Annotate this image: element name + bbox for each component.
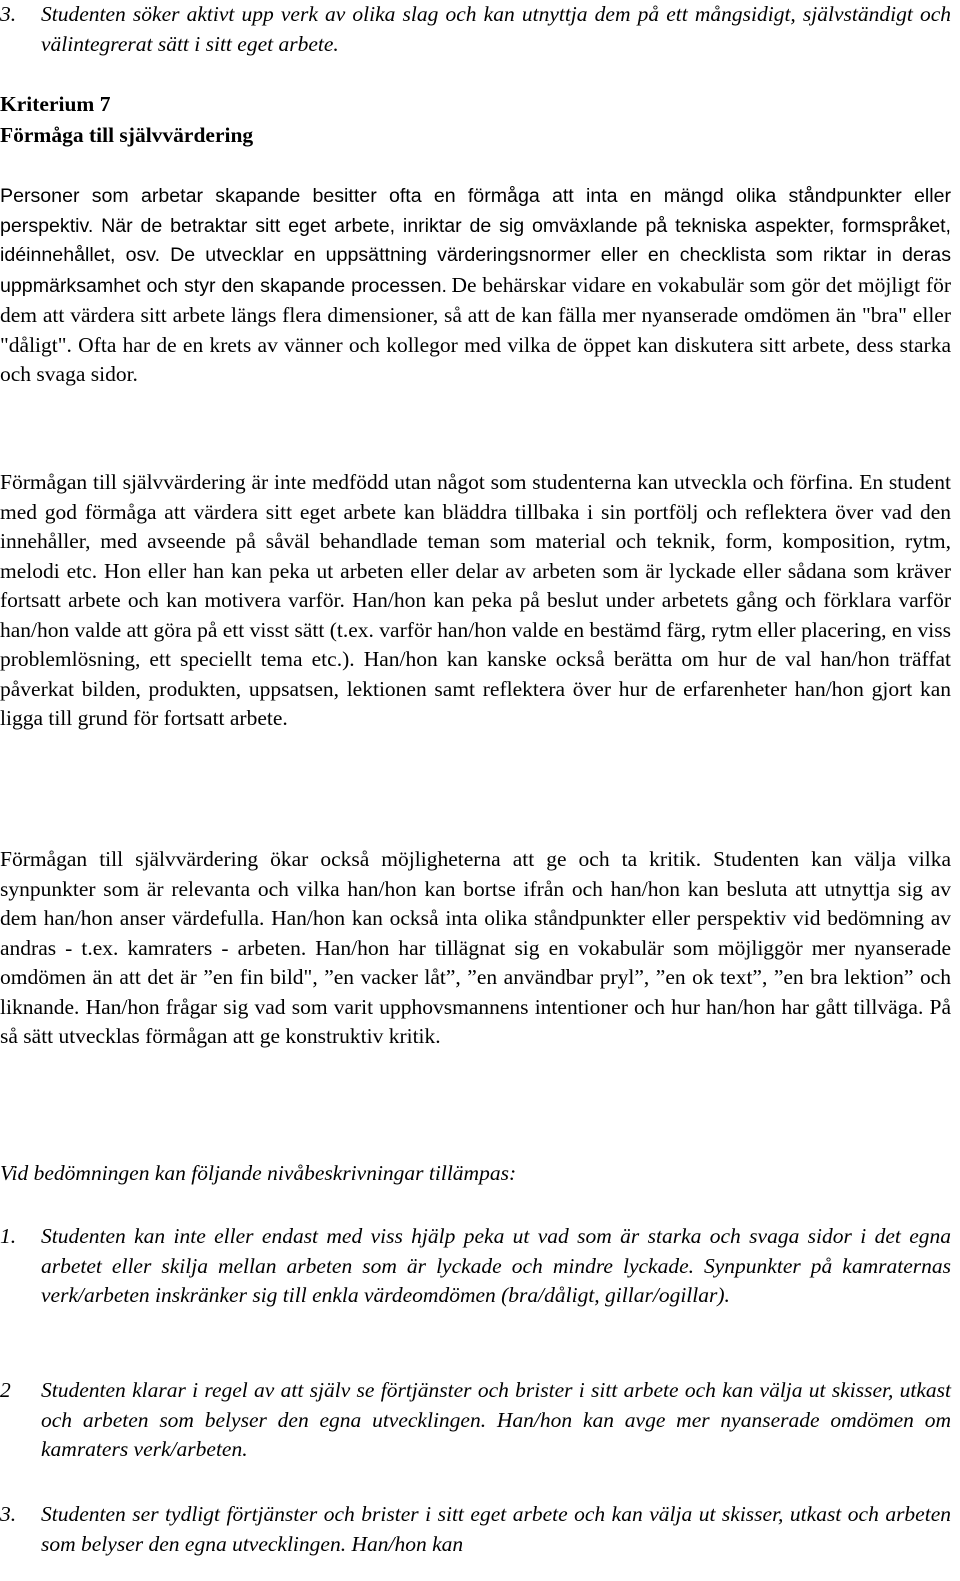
list-number-top: 3.: [0, 2, 17, 26]
paragraph-1-serif-part: De behärskar vidare en vokabulär som gör det möjligt för dem att värdera sitt arbete längs flera dimensioner, så att de kan fälla mer nyanserade omdömen än "bra" eller "dåligt". Ofta har de en krets av vänner och kollegor med vilka de öppet kan diskutera sitt arbete, dess starka och svaga sidor.: [0, 272, 951, 386]
list-number-3: 3.: [0, 1502, 17, 1526]
list-number-1: 1.: [0, 1224, 17, 1248]
list-number-2: 2: [0, 1378, 11, 1402]
paragraph-1-sans-part: Personer som arbetar skapande besitter ofta en förmåga att inta en mängd olika ståndpunkter eller perspektiv. När de betraktar sitt eget arbete, inriktar de sig omväxlande på tekniska aspekter, formspråket, idéinnehållet, osv. De utvecklar en uppsättning värderingsnormer eller en checklista som riktar in deras uppmärksamhet och styr den skapande processen.: [0, 185, 951, 297]
paragraph-2: Förmågan till självvärdering är inte medfödd utan något som studenterna kan utveckla och förfina. En student med god förmåga att värdera sitt eget arbete kan bläddra tillbaka i sin portfölj och reflektera över vad den innehåller, med avseende på såväl behandlade teman som material och teknik, form, komposition, rytm, melodi etc. Hon eller han kan peka ut arbeten eller delar av arbeten som är lyckade eller sådana som kräver fortsatt arbete och kan motivera varför. Han/hon kan peka på beslut under arbetets gång och förklara varför han/hon valde att göra på ett visst sätt (t.ex. varför han/hon valde en bestämd färg, rytm eller placering, en viss problemlösning, ett speciellt tema etc.). Han/hon kan kanske också berätta om hur de val han/hon träffat påverkat bilden, produkten, uppsatsen, lektionen samt reflektera över hur de erfarenheter han/hon gjort kan ligga till grund för fortsatt arbete.: [0, 470, 951, 730]
level-1-text: Studenten kan inte eller endast med viss hjälp peka ut vad som är starka och svaga sidor i det egna arbetet eller skilja mellan arbeten som är lyckade och mindre lyckade. Synpunkter på kamraternas verk/arbeten inskränker sig till enkla värdeomdömen (bra/dåligt, gillar/ogillar).: [41, 1224, 951, 1307]
paragraph-1: [0, 182, 951, 390]
paragraph-3: Förmågan till självvärdering ökar också möjligheterna att ge och ta kritik. Studenten kan välja vilka synpunkter som är relevanta och vilka han/hon kan bortse ifrån och han/hon kan besluta att utnyttja sig av dem han/hon anser värdefulla. Han/hon kan också inta olika ståndpunkter eller perspektiv vid bedömning av andras - t.ex. kamraters - arbeten. Han/hon har tillägnat sig en vokabulär som möjliggör mer nyanserade omdömen än att det är ”en fin bild", ”en vacker låt”, ”en användbar pryl”, ”en ok text”, ”en bra lektion” och liknande. Han/hon frågar sig vad som varit upphovsmannens intentioner och hur han/hon har gått tillväga. På så sätt utvecklas förmågan att ge konstruktiv kritik.: [0, 847, 951, 1048]
criterion-level-text: Studenten söker aktivt upp verk av olika slag och kan utnyttja dem på ett mångsidigt, självständigt och välintegrerat sätt i sitt eget arbete.: [41, 2, 951, 56]
criterion-number: Kriterium 7: [0, 92, 111, 116]
criterion-title: Förmåga till självvärdering: [0, 123, 254, 147]
level-2-text: Studenten klarar i regel av att själv se förtjänster och brister i sitt arbete och kan välja ut skisser, utkast och arbeten som belyser den egna utvecklingen. Han/hon kan avge mer nyanserade omdömen om kamraters verk/arbeten.: [41, 1378, 951, 1461]
criterion-heading: [0, 89, 951, 151]
assessment-intro: Vid bedömningen kan följande nivåbeskrivningar tillämpas:: [0, 1161, 517, 1185]
level-3-text: Studenten ser tydligt förtjänster och brister i sitt eget arbete och kan välja ut skisser, utkast och arbeten som belyser den egna utvecklingen. Han/hon kan: [41, 1502, 951, 1556]
